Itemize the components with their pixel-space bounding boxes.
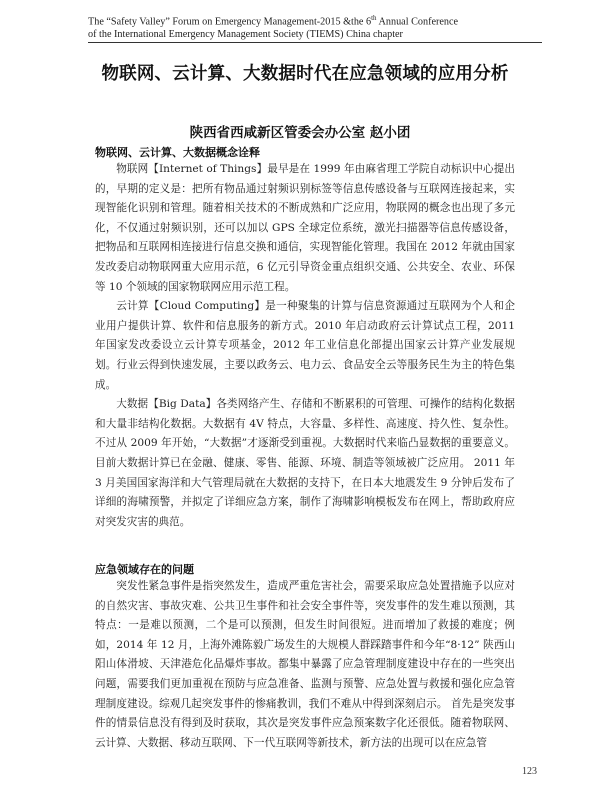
paragraph-iot: 物联网【Internet of Things】最早是在 1999 年由麻省理工学院自动标识中心提出的，早期的定义是：把所有物品通过射频识别标签等信息传感设备与互联网连接起来，实现智能化识别和管理。随着相关技术的不断成熟和广泛应用，物联网的概念也出现了多元化，不仅通过射频识别，还可以加以 GPS 全球定位系统，激光扫描器等信息传感设备，把物品和互联网相连接进行信息交换和通信，实现智能化管理。我国在 2012 年就由国家发改委启动物联网重大应用示范，6 亿元引导资金重点组织交通、公共安全、农业、环保等 10 个领域的国家物联网应用示范工程。 [95, 163, 515, 293]
ordinal-suffix: th [371, 14, 377, 22]
paragraph-bigdata: 大数据【Big Data】各类网络产生、存储和不断累积的可管理、可操作的结构化数据和大量非结构化数据。大数据有 4V 特点，大容量、多样性、高速度、持久性、复杂性。不过从 2009 年开始，“大数据”才逐渐受到重视。大数据时代来临凸显数据的重要意义。目前大数据计算已在金融、健康、零售、能源、环境、制造等领域被广泛应用。 2011 年 3 月美国国家海洋和大气管理局就在大数据的支持下，在日本大地震发生 9 分钟后发布了详细的海啸预警，并拟定了详细应急方案，制作了海啸影响模板发布在网上，帮助政府应对突发灾害的典范。 [95, 398, 515, 528]
header-rule [88, 42, 542, 43]
paper-title: 物联网、云计算、大数据时代在应急领域的应用分析 [101, 64, 509, 84]
running-head [88, 12, 558, 41]
paragraph-cloud: 云计算【Cloud Computing】是一种聚集的计算与信息资源通过互联网为个人和企业用户提供计算、软件和信息服务的新方式。2010 年启动政府云计算试点工程，2011 年国家发改委设立云计算专项基金，2012 年工业信息化部提出国家云计算产业发展规划。行业云得到快速发展，主要以政务云、电力云、食品安全云等服务民生为主的特色集成。 [95, 300, 515, 391]
section-problems-body [95, 577, 515, 753]
page-number: 123 [522, 766, 537, 777]
author-affiliation: 陕西省西咸新区管委会办公室 赵小团 [189, 125, 411, 141]
running-head-line-2: of the International Emergency Management Society (TIEMS) China chapter [88, 29, 403, 41]
section-concepts-body [95, 160, 515, 532]
section-heading-problems: 应急领域存在的问题 [95, 563, 194, 576]
section-heading-concepts: 物联网、云计算、大数据概念诠释 [95, 146, 260, 159]
paragraph-emergency: 突发性紧急事件是指突然发生，造成严重危害社会，需要采取应急处置措施予以应对的自然灾害、事故灾难、公共卫生事件和社会安全事件等，突发事件的发生难以预测，其特点：一是难以预测，二个是可以预测，但发生时间很短。进而增加了救援的难度；例如，2014 年 12 月，上海外滩陈毅广场发生的大规模人群踩踏事件和今年“8·12” 陕西山阳山体滑坡、天津港危化品爆炸事故。都集中暴露了应急管理制度建设中存在的一些突出问题，需要我们更加重视在预防与应急准备、监测与预警、应急处置与救援和强化应急管理制度建设。综观几起突发事件的惨痛教训，我们不难从中得到深刻启示。 首先是突发事件的情景信息没有得到及时获取，其次是突发事件应急预案数字化还很低。随着物联网、云计算、大数据、移动互联网、下一代互联网等新技术，新方法的出现可以在应急管 [95, 580, 515, 749]
running-head-line-1: The “Safety Valley” Forum on Emergency Management-2015 &the 6th Annual Conference [88, 14, 459, 28]
